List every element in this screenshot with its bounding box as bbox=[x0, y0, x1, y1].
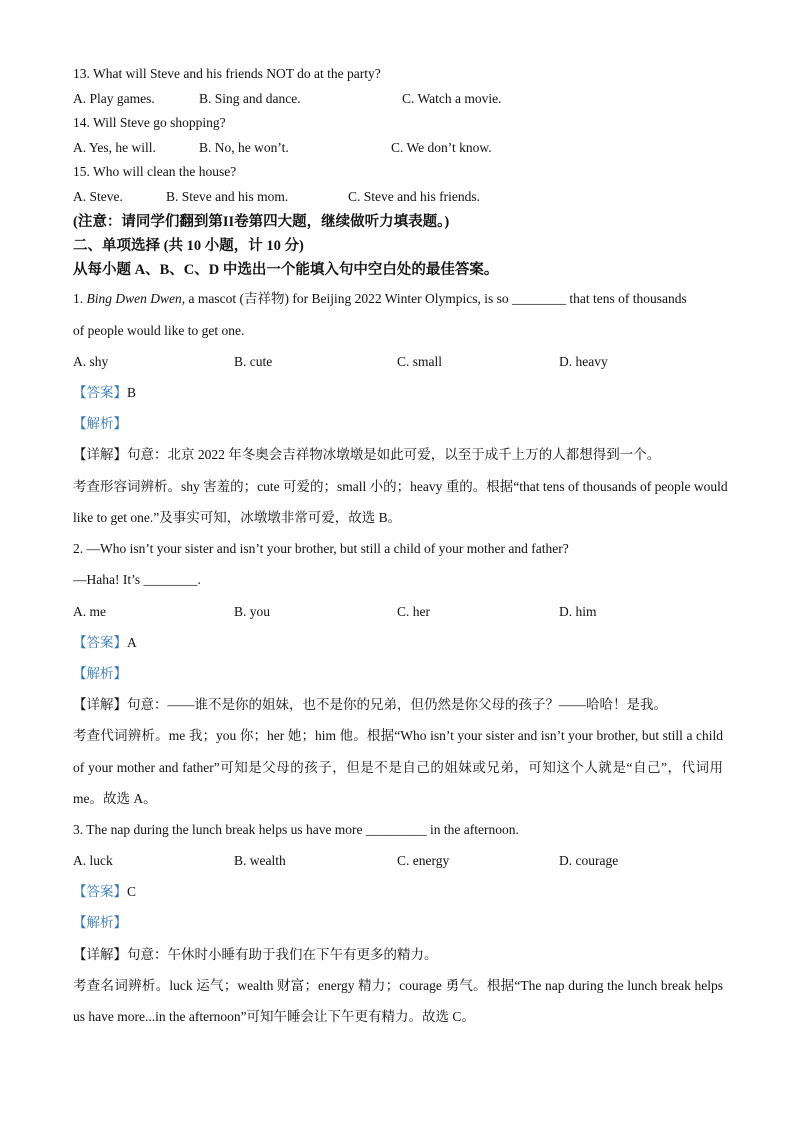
q1-option-c: C. small bbox=[397, 354, 443, 369]
q13-option-b: B. Sing and dance. bbox=[199, 91, 301, 106]
q2-explanation-line2: of your mother and father”可知是父母的孩子，但是不是自己的姐妹或兄弟，可知这个人就是“自己”，代词用 bbox=[73, 760, 723, 775]
q3-explanation-line2: us have more...in the afternoon”可知午睡会让下午更有精力。故选 C。 bbox=[73, 1009, 475, 1024]
q1-option-d: D. heavy bbox=[559, 354, 608, 369]
q2-option-a: A. me bbox=[73, 604, 106, 619]
answer-tag: 【答案】 bbox=[73, 884, 127, 899]
q1-option-b: B. cute bbox=[234, 354, 273, 369]
q1-answer bbox=[73, 384, 136, 402]
detail-tag: 【详解】 bbox=[73, 447, 127, 462]
answer-tag: 【答案】 bbox=[73, 385, 127, 400]
q1-detail bbox=[73, 446, 660, 464]
q2-option-b: B. you bbox=[234, 604, 271, 619]
q2-option-d: D. him bbox=[559, 604, 597, 619]
q2-explanation-line3: me。故选 A。 bbox=[73, 791, 157, 806]
question-14: 14. Will Steve go shopping? bbox=[73, 115, 226, 130]
q1-analysis-tag: 【解析】 bbox=[73, 416, 127, 431]
listening-note: (注意：请同学们翻到第II卷第四大题，继续做听力填表题。) bbox=[73, 214, 450, 230]
q3-option-d: D. courage bbox=[559, 853, 619, 868]
q1-number: 1. bbox=[73, 291, 87, 306]
q13-option-c: C. Watch a movie. bbox=[402, 91, 502, 106]
detail-tag: 【详解】 bbox=[73, 947, 127, 962]
section-instruction: 从每小题 A、B、C、D 中选出一个能填入句中空白处的最佳答案。 bbox=[73, 262, 499, 278]
q2-stem-line1: 2. —Who isn’t your sister and isn’t your brother, but still a child of your mother and father? bbox=[73, 541, 569, 556]
q15-option-c: C. Steve and his friends. bbox=[348, 189, 480, 204]
answer-value: B bbox=[127, 385, 137, 400]
question-15: 15. Who will clean the house? bbox=[73, 164, 237, 179]
q3-explanation-line1: 考查名词辨析。luck 运气；wealth 财富；energy 精力；courage 勇气。根据“The nap during the lunch break helps bbox=[73, 978, 723, 993]
question-13: 13. What will Steve and his friends NOT do at the party? bbox=[73, 66, 381, 81]
q3-detail bbox=[73, 946, 438, 964]
answer-value: C bbox=[127, 884, 137, 899]
q1-italic-term: Bing Dwen Dwen, bbox=[86, 291, 186, 306]
q2-stem-line2: —Haha! It’s ________. bbox=[73, 572, 201, 587]
answer-value: A bbox=[127, 635, 137, 650]
detail-tag: 【详解】 bbox=[73, 697, 127, 712]
q2-answer bbox=[73, 634, 137, 652]
q1-stem-line1 bbox=[73, 290, 687, 308]
q3-option-c: C. energy bbox=[397, 853, 450, 868]
q13-option-a: A. Play games. bbox=[73, 91, 155, 106]
q3-option-b: B. wealth bbox=[234, 853, 286, 868]
detail-text: 句意：——谁不是你的姐妹，也不是你的兄弟，但仍然是你父母的孩子？——哈哈！是我。 bbox=[127, 697, 667, 712]
q3-stem-line1: 3. The nap during the lunch break helps us have more _________ in the afternoon. bbox=[73, 822, 519, 837]
answer-tag: 【答案】 bbox=[73, 635, 127, 650]
detail-text: 句意：午休时小睡有助于我们在下午有更多的精力。 bbox=[127, 947, 438, 962]
q15-option-b: B. Steve and his mom. bbox=[166, 189, 289, 204]
q3-answer bbox=[73, 883, 136, 901]
q2-detail bbox=[73, 696, 667, 714]
q1-stem-line2: of people would like to get one. bbox=[73, 323, 245, 338]
q14-option-c: C. We don’t know. bbox=[391, 140, 492, 155]
q14-option-b: B. No, he won’t. bbox=[199, 140, 289, 155]
q15-option-a: A. Steve. bbox=[73, 189, 123, 204]
detail-text: 句意：北京 2022 年冬奥会吉祥物冰墩墩是如此可爱，以至于成千上万的人都想得到一个。 bbox=[127, 447, 661, 462]
q2-explanation-line1: 考查代词辨析。me 我；you 你；her 她；him 他。根据“Who isn’t your sister and isn’t your brother, but still a child bbox=[73, 728, 723, 743]
q14-option-a: A. Yes, he will. bbox=[73, 140, 156, 155]
q1-explanation-line1: 考查形容词辨析。shy 害羞的；cute 可爱的；small 小的；heavy 重的。根据“that tens of thousands of people would bbox=[73, 479, 728, 494]
q1-option-a: A. shy bbox=[73, 354, 109, 369]
q2-option-c: C. her bbox=[397, 604, 430, 619]
q3-analysis-tag: 【解析】 bbox=[73, 915, 127, 930]
q1-stem-text: a mascot (吉祥物) for Beijing 2022 Winter Olympics, is so ________ that tens of thousands bbox=[185, 291, 687, 306]
q1-explanation-line2: like to get one.”及事实可知，冰墩墩非常可爱，故选 B。 bbox=[73, 510, 402, 525]
q3-option-a: A. luck bbox=[73, 853, 113, 868]
section-title: 二、单项选择 (共 10 小题，计 10 分) bbox=[73, 238, 304, 254]
q2-analysis-tag: 【解析】 bbox=[73, 666, 127, 681]
